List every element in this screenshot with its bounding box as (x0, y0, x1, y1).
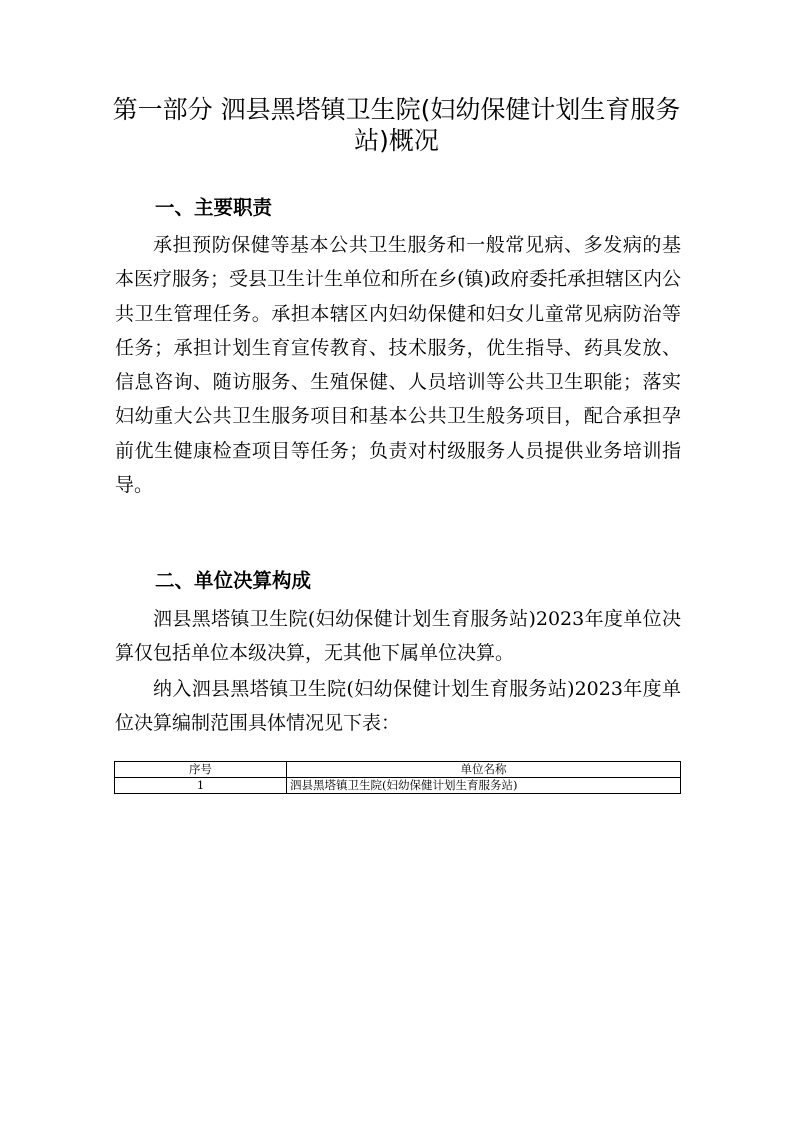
table-cell-serial: 1 (115, 778, 287, 794)
table-cell-unit-name: 泗县黑塔镇卫生院(妇幼保健计划生育服务站) (287, 778, 681, 794)
paragraph-scope-intro: 纳入泗县黑塔镇卫生院(妇幼保健计划生育服务站)2023年度单位决算编制范围具体情况见下表： (115, 678, 681, 735)
unit-scope-table (114, 761, 681, 794)
section-heading-main-duties: 一、主要职责 (155, 196, 273, 219)
table-header-row (115, 762, 681, 778)
paragraph-main-duties: 承担预防保健等基本公共卫生服务和一般常见病、多发病的基本医疗服务；受县卫生计生单位和所在乡(镇)政府委托承担辖区内公共卫生管理任务。承担本辖区内妇幼保健和妇女儿童常见病防治等任务；承担计划生育宣传教育、技术服务，优生指导、药具发放、信息咨询、随访服务、生殖保健、人员培训等公共卫生职能；落实妇幼重大公共卫生服务项目和基本公共卫生般务项目，配合承担孕前优生健康检查项目等任务；负责对村级服务人员提供业务培训指导。 (115, 234, 681, 497)
table-header-unit-name: 单位名称 (287, 762, 681, 778)
table-row (115, 778, 681, 794)
paragraph-unit-composition: 泗县黑塔镇卫生院(妇幼保健计划生育服务站)2023年度单位决算仅包括单位本级决算，无其他下属单位决算。 (115, 608, 681, 665)
section-heading-unit-composition: 二、单位决算构成 (155, 569, 312, 592)
page-title: 第一部分 泗县黑塔镇卫生院(妇幼保健计划生育服务站)概况 (112, 95, 681, 155)
table-header-serial: 序号 (115, 762, 287, 778)
